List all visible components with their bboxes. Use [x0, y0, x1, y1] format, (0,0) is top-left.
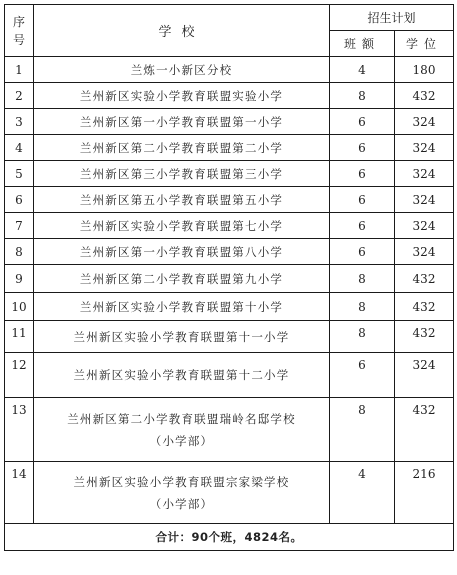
table-row — [5, 83, 454, 109]
row-seq: 10 — [5, 293, 34, 321]
header-classes: 班额 — [330, 31, 395, 57]
row-seats: 432 — [395, 83, 454, 109]
row-classes: 6 — [330, 239, 395, 265]
row-seats: 324 — [395, 161, 454, 187]
total-row — [5, 524, 454, 551]
row-seats: 432 — [395, 293, 454, 321]
row-seats: 324 — [395, 109, 454, 135]
header-school: 学校 — [34, 5, 330, 57]
row-school: 兰州新区第三小学教育联盟第三小学 — [34, 161, 330, 187]
row-school: 兰州新区实验小学教育联盟第十一小学 — [34, 321, 330, 353]
row-seq: 9 — [5, 265, 34, 293]
table-row — [5, 293, 454, 321]
row-school-line2: （小学部） — [149, 496, 214, 511]
row-seq: 1 — [5, 57, 34, 83]
row-seq: 14 — [5, 462, 34, 524]
row-school: 兰州新区实验小学教育联盟实验小学 — [34, 83, 330, 109]
table-row — [5, 109, 454, 135]
row-seats: 432 — [395, 321, 454, 353]
row-school: 兰炼一小新区分校 — [34, 57, 330, 83]
row-seq: 3 — [5, 109, 34, 135]
table-row — [5, 353, 454, 398]
row-school-line2: （小学部） — [149, 433, 214, 448]
row-classes: 8 — [330, 265, 395, 293]
row-seats: 180 — [395, 57, 454, 83]
row-seats: 324 — [395, 239, 454, 265]
row-school: 兰州新区第五小学教育联盟第五小学 — [34, 187, 330, 213]
table-row — [5, 265, 454, 293]
row-seq: 7 — [5, 213, 34, 239]
row-classes: 6 — [330, 213, 395, 239]
table-row — [5, 57, 454, 83]
header-seats: 学位 — [395, 31, 454, 57]
row-seq: 2 — [5, 83, 34, 109]
row-classes: 4 — [330, 462, 395, 524]
row-school: 兰州新区实验小学教育联盟第七小学 — [34, 213, 330, 239]
row-school: 兰州新区第二小学教育联盟第九小学 — [34, 265, 330, 293]
row-seq: 12 — [5, 353, 34, 398]
row-classes: 4 — [330, 57, 395, 83]
row-seats: 432 — [395, 398, 454, 462]
row-seats: 324 — [395, 187, 454, 213]
row-school: 兰州新区第一小学教育联盟第八小学 — [34, 239, 330, 265]
row-classes: 6 — [330, 109, 395, 135]
row-seats: 324 — [395, 135, 454, 161]
row-school-line1: 兰州新区第二小学教育联盟瑞岭名邸学校 — [67, 411, 296, 426]
table-row — [5, 213, 454, 239]
table-row — [5, 462, 454, 524]
row-school: 兰州新区第一小学教育联盟第一小学 — [34, 109, 330, 135]
table-row — [5, 398, 454, 462]
row-school: 兰州新区实验小学教育联盟第十小学 — [34, 293, 330, 321]
row-seats: 324 — [395, 353, 454, 398]
row-classes: 8 — [330, 321, 395, 353]
row-seats: 324 — [395, 213, 454, 239]
row-seq: 4 — [5, 135, 34, 161]
header-seq — [5, 5, 34, 57]
row-seq: 5 — [5, 161, 34, 187]
header-row-1 — [5, 5, 454, 31]
row-seats: 432 — [395, 265, 454, 293]
row-classes: 8 — [330, 293, 395, 321]
header-seq-line1: 序 — [12, 14, 25, 29]
row-seq: 8 — [5, 239, 34, 265]
total-summary: 合计：90个班，4824名。 — [5, 524, 454, 551]
table-row — [5, 239, 454, 265]
row-seq: 6 — [5, 187, 34, 213]
header-enrollment-plan: 招生计划 — [330, 5, 454, 31]
row-school — [34, 462, 330, 524]
row-seq: 11 — [5, 321, 34, 353]
table-row — [5, 321, 454, 353]
row-classes: 6 — [330, 161, 395, 187]
header-seq-line2: 号 — [12, 32, 25, 47]
row-school: 兰州新区实验小学教育联盟第十二小学 — [34, 353, 330, 398]
row-school: 兰州新区第二小学教育联盟第二小学 — [34, 135, 330, 161]
table-row — [5, 187, 454, 213]
enrollment-plan-table — [4, 4, 454, 551]
row-seats: 216 — [395, 462, 454, 524]
enrollment-table-container — [4, 4, 453, 570]
table-row — [5, 161, 454, 187]
row-school — [34, 398, 330, 462]
row-classes: 8 — [330, 83, 395, 109]
row-classes: 6 — [330, 187, 395, 213]
table-row — [5, 135, 454, 161]
row-classes: 6 — [330, 135, 395, 161]
row-classes: 8 — [330, 398, 395, 462]
row-classes: 6 — [330, 353, 395, 398]
row-seq: 13 — [5, 398, 34, 462]
row-school-line1: 兰州新区实验小学教育联盟宗家梁学校 — [73, 474, 290, 489]
